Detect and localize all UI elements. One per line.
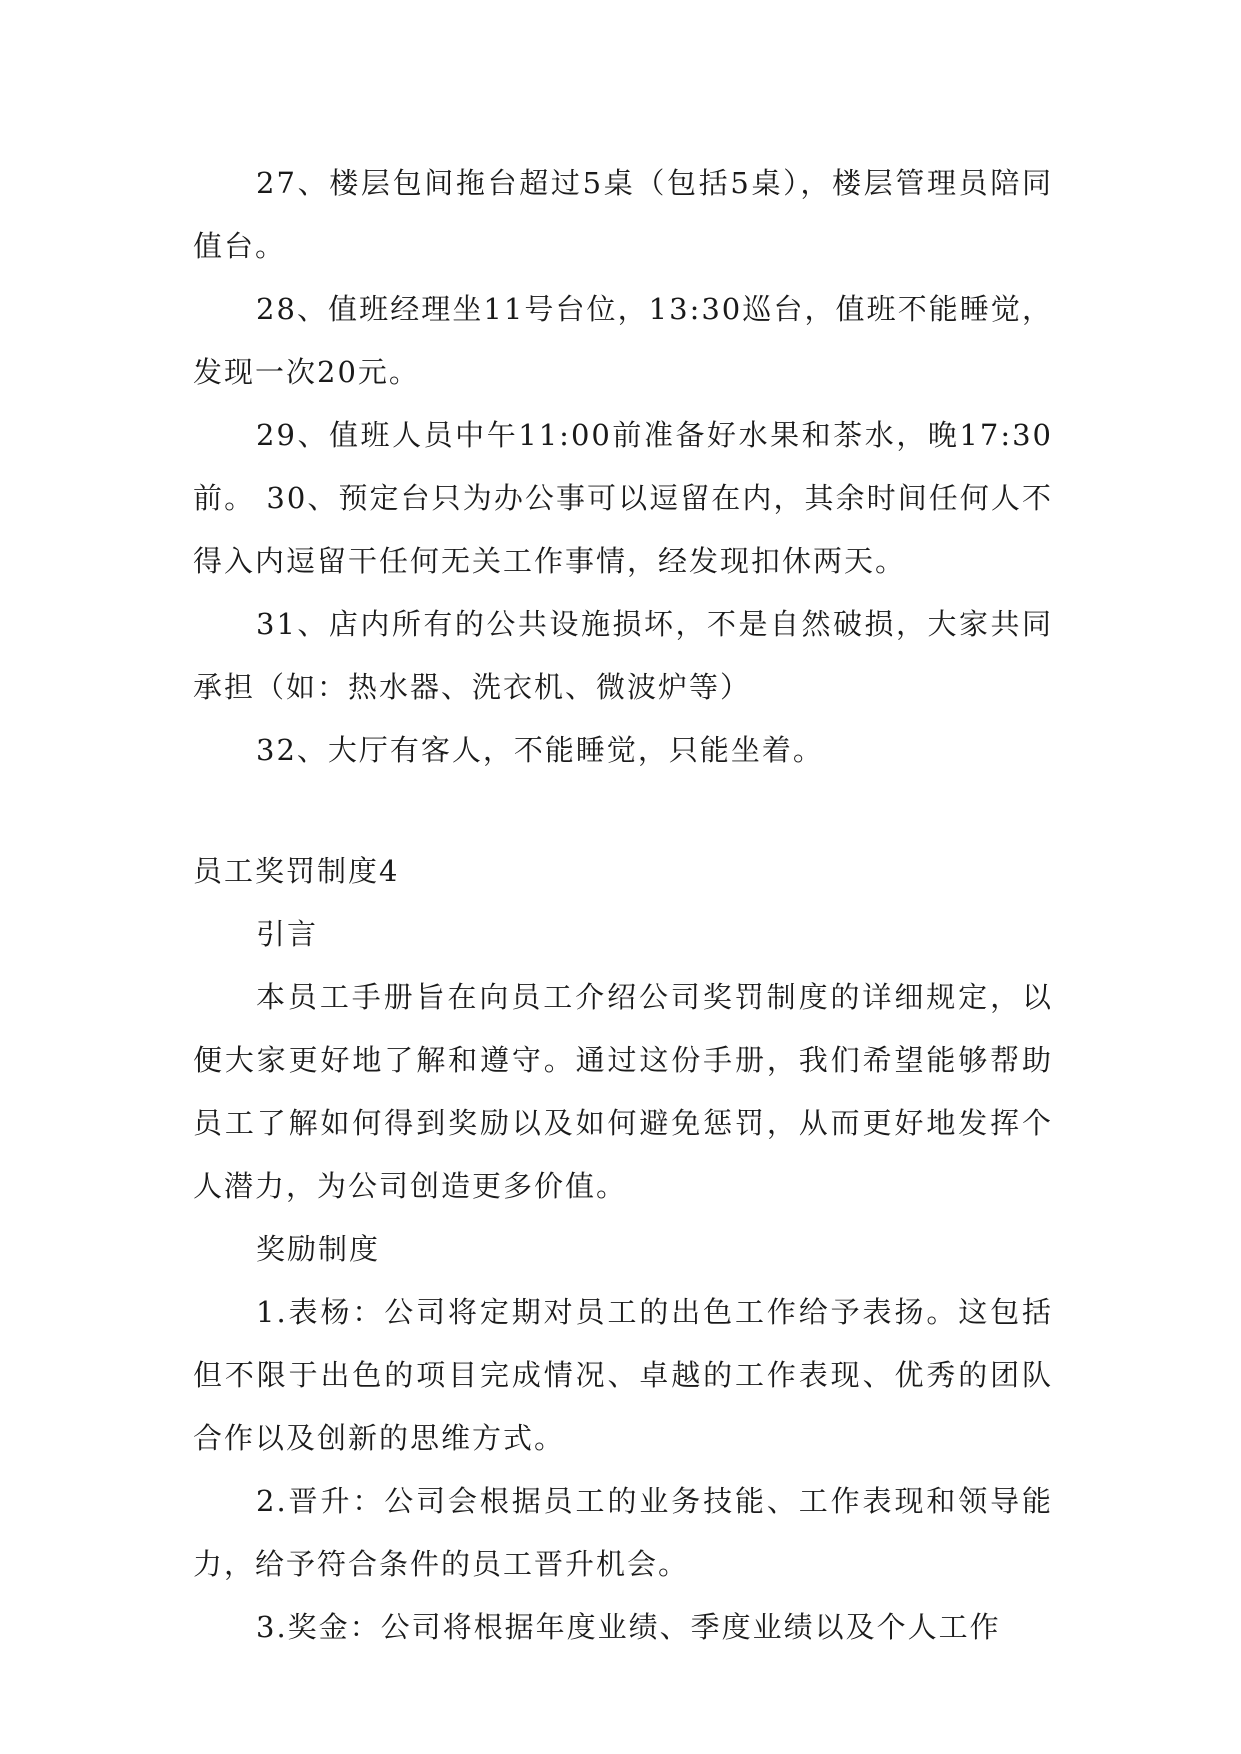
reward-item-3: 3.奖金：公司将根据年度业绩、季度业绩以及个人工作 [256, 1610, 1001, 1644]
intro-heading: 引言 [256, 917, 319, 951]
section-title: 员工奖罚制度4 [193, 854, 400, 888]
rule-item-27: 27、楼层包间拖台超过5桌（包括5桌），楼层管理员陪同值台。 [193, 166, 1053, 263]
section-spacer [193, 782, 1053, 840]
reward-heading: 奖励制度 [256, 1232, 381, 1266]
rule-item-32: 32、大厅有客人，不能睡觉，只能坐着。 [256, 733, 824, 767]
reward-item-1: 1.表杨：公司将定期对员工的出色工作给予表扬。这包括但不限于出色的项目完成情况、卓越的工作表现、优秀的团队合作以及创新的思维方式。 [193, 1295, 1053, 1455]
rule-item-31: 31、店内所有的公共设施损坏，不是自然破损，大家共同承担（如：热水器、洗衣机、微波炉等） [193, 607, 1053, 704]
rule-item-28: 28、值班经理坐11号台位，13:30巡台，值班不能睡觉，发现一次20元。 [193, 292, 1053, 389]
reward-item-2: 2.晋升：公司会根据员工的业务技能、工作表现和领导能力，给予符合条件的员工晋升机会。 [193, 1484, 1053, 1581]
intro-paragraph: 本员工手册旨在向员工介绍公司奖罚制度的详细规定，以便大家更好地了解和遵守。通过这份手册，我们希望能够帮助员工了解如何得到奖励以及如何避免惩罚，从而更好地发挥个人潜力，为公司创造更多价值。 [193, 980, 1053, 1203]
document-page [193, 152, 1053, 1659]
rule-item-29-30: 29、值班人员中午11:00前准备好水果和茶水，晚17:30前。 30、预定台只为办公事可以逗留在内，其余时间任何人不得入内逗留干任何无关工作事情，经发现扣休两天。 [193, 418, 1053, 578]
